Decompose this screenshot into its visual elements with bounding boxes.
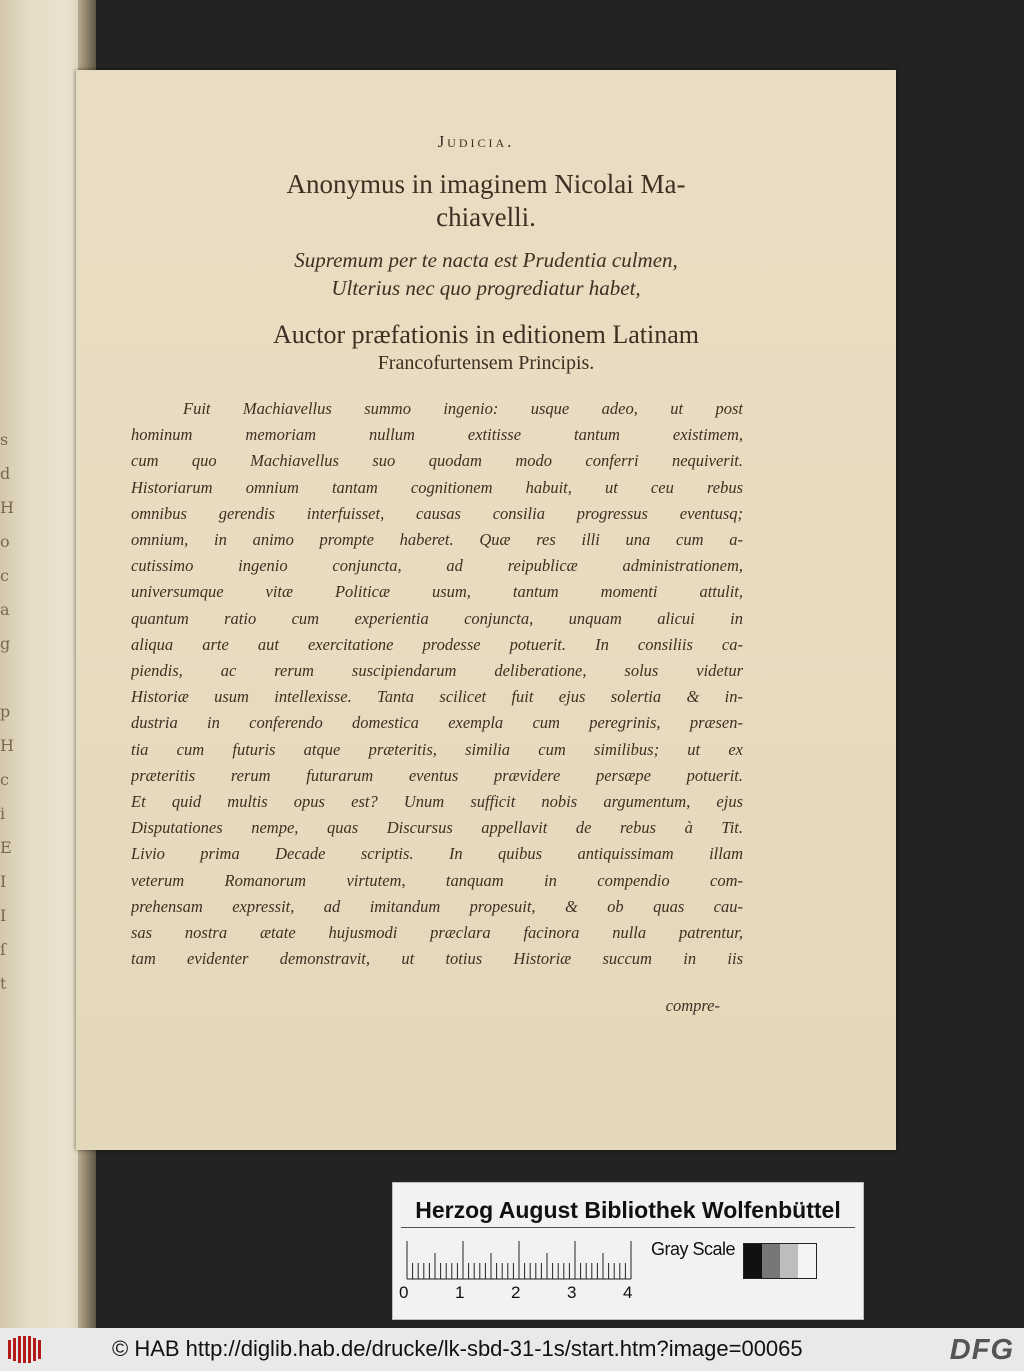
scale-divider: [401, 1227, 855, 1228]
body-line: Livio prima Decade scriptis. In quibus antiquissimam illam: [131, 844, 743, 864]
ruler-number: 0: [399, 1283, 409, 1302]
gray-swatch: [744, 1244, 762, 1278]
page-title: [166, 168, 806, 234]
body-line: cum quo Machiavellus suo quodam modo conferri nequiverit.: [131, 451, 743, 471]
body-line: prehensam expressit, ad imitandum propesuit, & ob quas cau-: [131, 896, 743, 916]
gray-scale-label: Gray Scale: [651, 1239, 736, 1259]
body-line: omnium, in animo prompte haberet. Quæ res illi una cum a-: [131, 530, 743, 550]
ruler: [405, 1241, 641, 1281]
left-page-glyph: H: [0, 498, 14, 517]
gray-swatch: [798, 1244, 816, 1278]
left-page-glyph: I: [0, 872, 7, 891]
left-page-glyph: E: [0, 838, 12, 857]
motto-line: Supremum per te nacta est Prudentia culmen,: [294, 248, 678, 272]
title-line: Anonymus in imaginem Nicolai Ma-: [286, 169, 686, 199]
left-page-glyph: c: [0, 566, 9, 585]
body-line: Fuit Machiavellus summo ingenio: usque adeo, ut post: [183, 399, 743, 418]
hab-logo-icon: [8, 1336, 42, 1363]
ruler-number: 2: [511, 1283, 521, 1302]
body-line: hominum memoriam nullum extitisse tantum existimem,: [131, 425, 743, 445]
left-page-glyph: g: [0, 634, 11, 653]
body-line: dustria in conferendo domestica exempla cum peregrinis, præsen-: [131, 713, 743, 733]
body-line: sas nostra ætate hujusmodi præclara facinora nulla patrentur,: [131, 923, 743, 943]
footer-url[interactable]: © HAB http://diglib.hab.de/drucke/lk-sbd-31-1s/start.htm?image=00065: [112, 1336, 803, 1361]
section-heading-sub: Francofurtensem Principis.: [377, 352, 595, 374]
left-page-glyph: H: [0, 736, 14, 755]
left-page-glyph: a: [0, 600, 10, 619]
section-heading: [156, 320, 816, 376]
body-line: tam evidenter demonstravit, ut totius Historiæ succum in iis: [131, 949, 743, 969]
catchword: compre-: [665, 996, 720, 1015]
ruler-number: 3: [567, 1283, 577, 1302]
film-overlay: [0, 0, 74, 1328]
gray-swatch: [762, 1244, 780, 1278]
section-heading-main: Auctor præfationis in editionem Latinam: [272, 320, 700, 349]
body-line: veterum Romanorum virtutem, tanquam in compendio com-: [131, 870, 743, 890]
ruler-number: 1: [455, 1283, 465, 1302]
color-scale-card: [392, 1182, 864, 1320]
left-page-glyph: p: [0, 702, 11, 721]
body-line: tia cum futuris atque præteritis, similia cum similibus; ut ex: [131, 739, 743, 759]
body-line: omnibus gerendis interfuisset, causas consilia progressus eventusq;: [131, 503, 743, 523]
footer-bar: [0, 1328, 1024, 1371]
book-page: [76, 70, 896, 1150]
motto-couplet: [186, 246, 786, 302]
title-line: chiavelli.: [436, 202, 536, 232]
ruler-number: 4: [623, 1283, 633, 1302]
library-name: Herzog August Bibliothek Wolfenbüttel: [415, 1197, 841, 1223]
left-page-glyph: t: [0, 974, 7, 993]
gray-scale-swatches: [743, 1243, 817, 1279]
body-line: quantum ratio cum experientia conjuncta, unquam alicui in: [131, 608, 743, 628]
body-line: aliqua arte aut exercitatione prodesse potuerit. In consiliis ca-: [131, 634, 743, 654]
body-line: Historiæ usum intellexisse. Tanta scilicet fuit ejus solertia & in-: [131, 687, 743, 707]
body-line: Disputationes nempe, quas Discursus appellavit de rebus à Tit.: [131, 818, 743, 838]
body-line: cutissimo ingenio conjuncta, ad reipublicæ administrationem,: [131, 556, 743, 576]
body-line: Historiarum omnium tantam cognitionem habuit, ut ceu rebus: [131, 477, 743, 497]
running-head: Judicia.: [437, 132, 515, 151]
ruler-numbers: [399, 1283, 659, 1305]
left-page-glyph: c: [0, 770, 9, 789]
gray-swatch: [780, 1244, 798, 1278]
left-page-glyph: ſ: [0, 940, 6, 959]
body-line: Et quid multis opus est? Unum sufficit nobis argumentum, ejus: [131, 792, 743, 812]
body-line: universumque vitæ Politicæ usum, tantum momenti attulit,: [131, 582, 743, 602]
body-text: [131, 396, 743, 972]
left-page-glyph: o: [0, 532, 10, 551]
dfg-logo: DFG: [949, 1334, 1014, 1366]
left-page-glyph: d: [0, 464, 11, 483]
motto-line: Ulterius nec quo progrediatur habet,: [331, 276, 641, 300]
left-page-glyph: I: [0, 906, 7, 925]
left-page-glyph: s: [0, 430, 9, 449]
body-line: piendis, ac rerum suscipiendarum deliberatione, solus videtur: [131, 661, 743, 681]
body-line: præteritis rerum futurarum eventus prævidere persæpe potuerit.: [131, 765, 743, 785]
left-page-glyph: i: [0, 804, 6, 823]
